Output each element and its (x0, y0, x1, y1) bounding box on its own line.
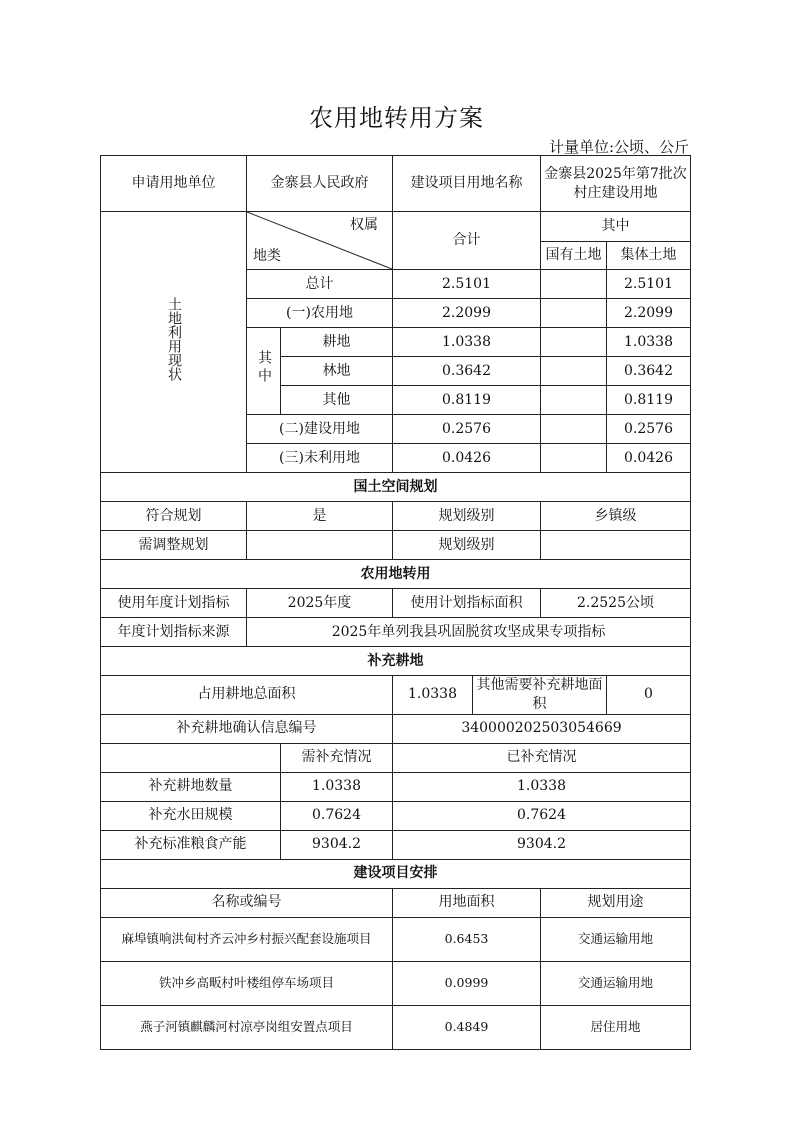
total-col-header: 合计 (393, 212, 541, 270)
row-done: 9304.2 (393, 830, 691, 859)
project-use: 居住用地 (541, 1005, 691, 1049)
row-label: 补充水田规模 (101, 801, 281, 830)
row-label: 其他 (281, 386, 393, 415)
of-which-header: 其中 (541, 212, 691, 242)
row-label: 林地 (281, 357, 393, 386)
row-label: (三)未利用地 (247, 444, 393, 473)
row-total: 0.0426 (393, 444, 541, 473)
row-done: 1.0338 (393, 772, 691, 801)
land-section-text: 土地利用现状 (165, 297, 182, 382)
year-value: 2025年度 (247, 589, 393, 618)
project-name: 铁冲乡高畈村叶楼组停车场项目 (101, 961, 393, 1005)
table-row (101, 961, 691, 1005)
adjust-label: 需调整规划 (101, 531, 247, 560)
page-title: 农用地转用方案 (309, 104, 484, 132)
row-collective: 2.2099 (607, 299, 691, 328)
table-row (101, 801, 691, 830)
of-which-sub-text: 其中 (255, 350, 272, 387)
row-total: 0.2576 (393, 415, 541, 444)
adjust-level-label: 规划级别 (393, 531, 541, 560)
row-label: (二)建设用地 (247, 415, 393, 444)
conform-value: 是 (247, 502, 393, 531)
table-row (101, 772, 691, 801)
diagonal-header (247, 212, 393, 270)
supplement-blank (101, 743, 281, 772)
row-label: (一)农用地 (247, 299, 393, 328)
planning-section: 国土空间规划 (101, 473, 691, 502)
row-total: 0.8119 (393, 386, 541, 415)
conversion-table (100, 155, 691, 1050)
project-area: 0.4849 (393, 1005, 541, 1049)
ownership-label: 权属 (350, 217, 378, 233)
project-area: 0.0999 (393, 961, 541, 1005)
row-collective: 0.3642 (607, 357, 691, 386)
area-col-header: 用地面积 (393, 888, 541, 917)
adjust-value (247, 531, 393, 560)
project-use: 交通运输用地 (541, 917, 691, 961)
row-total: 2.5101 (393, 270, 541, 299)
project-name: 麻埠镇响洪甸村齐云冲乡村振兴配套设施项目 (101, 917, 393, 961)
row-state (541, 328, 607, 357)
other-label: 其他需要补充耕地面积 (473, 676, 607, 715)
table-row (101, 830, 691, 859)
row-state (541, 357, 607, 386)
supplement-section: 补充耕地 (101, 647, 691, 676)
project-label: 建设项目用地名称 (393, 156, 541, 212)
row-state (541, 299, 607, 328)
row-collective: 1.0338 (607, 328, 691, 357)
source-value: 2025年单列我县巩固脱贫攻坚成果专项指标 (247, 618, 691, 647)
conform-label: 符合规划 (101, 502, 247, 531)
level-value: 乡镇级 (541, 502, 691, 531)
row-state (541, 415, 607, 444)
row-need: 9304.2 (281, 830, 393, 859)
confirm-label: 补充耕地确认信息编号 (101, 714, 393, 743)
row-label: 总计 (247, 270, 393, 299)
state-col-header: 国有土地 (541, 242, 607, 270)
table-row (101, 917, 691, 961)
adjust-level-value (541, 531, 691, 560)
occupied-label: 占用耕地总面积 (101, 676, 393, 715)
row-state (541, 270, 607, 299)
row-collective: 0.8119 (607, 386, 691, 415)
row-need: 1.0338 (281, 772, 393, 801)
applicant-label: 申请用地单位 (101, 156, 247, 212)
row-state (541, 386, 607, 415)
other-value: 0 (607, 676, 691, 715)
area-label: 使用计划指标面积 (393, 589, 541, 618)
row-total: 2.2099 (393, 299, 541, 328)
row-label: 补充耕地数量 (101, 772, 281, 801)
source-label: 年度计划指标来源 (101, 618, 247, 647)
row-total: 0.3642 (393, 357, 541, 386)
need-col-header: 需补充情况 (281, 743, 393, 772)
table-row (101, 1005, 691, 1049)
unit-label: 计量单位:公顷、公斤 (548, 138, 689, 156)
landtype-label: 地类 (253, 248, 281, 265)
confirm-value: 340000202503054669 (393, 714, 691, 743)
done-col-header: 已补充情况 (393, 743, 691, 772)
level-label: 规划级别 (393, 502, 541, 531)
of-which-sub (247, 328, 281, 415)
project-area: 0.6453 (393, 917, 541, 961)
projects-section: 建设项目安排 (101, 859, 691, 888)
project-value: 金寨县2025年第7批次村庄建设用地 (541, 156, 691, 212)
year-label: 使用年度计划指标 (101, 589, 247, 618)
applicant-value: 金寨县人民政府 (247, 156, 393, 212)
row-done: 0.7624 (393, 801, 691, 830)
row-collective: 2.5101 (607, 270, 691, 299)
row-collective: 0.2576 (607, 415, 691, 444)
occupied-value: 1.0338 (393, 676, 473, 715)
name-col-header: 名称或编号 (101, 888, 393, 917)
row-need: 0.7624 (281, 801, 393, 830)
project-name: 燕子河镇麒麟河村凉亭岗组安置点项目 (101, 1005, 393, 1049)
project-use: 交通运输用地 (541, 961, 691, 1005)
area-value: 2.2525公顷 (541, 589, 691, 618)
row-state (541, 444, 607, 473)
row-label: 耕地 (281, 328, 393, 357)
row-total: 1.0338 (393, 328, 541, 357)
collective-col-header: 集体土地 (607, 242, 691, 270)
use-col-header: 规划用途 (541, 888, 691, 917)
row-label: 补充标准粮食产能 (101, 830, 281, 859)
land-section-label (101, 212, 247, 473)
conversion-section: 农用地转用 (101, 560, 691, 589)
row-collective: 0.0426 (607, 444, 691, 473)
